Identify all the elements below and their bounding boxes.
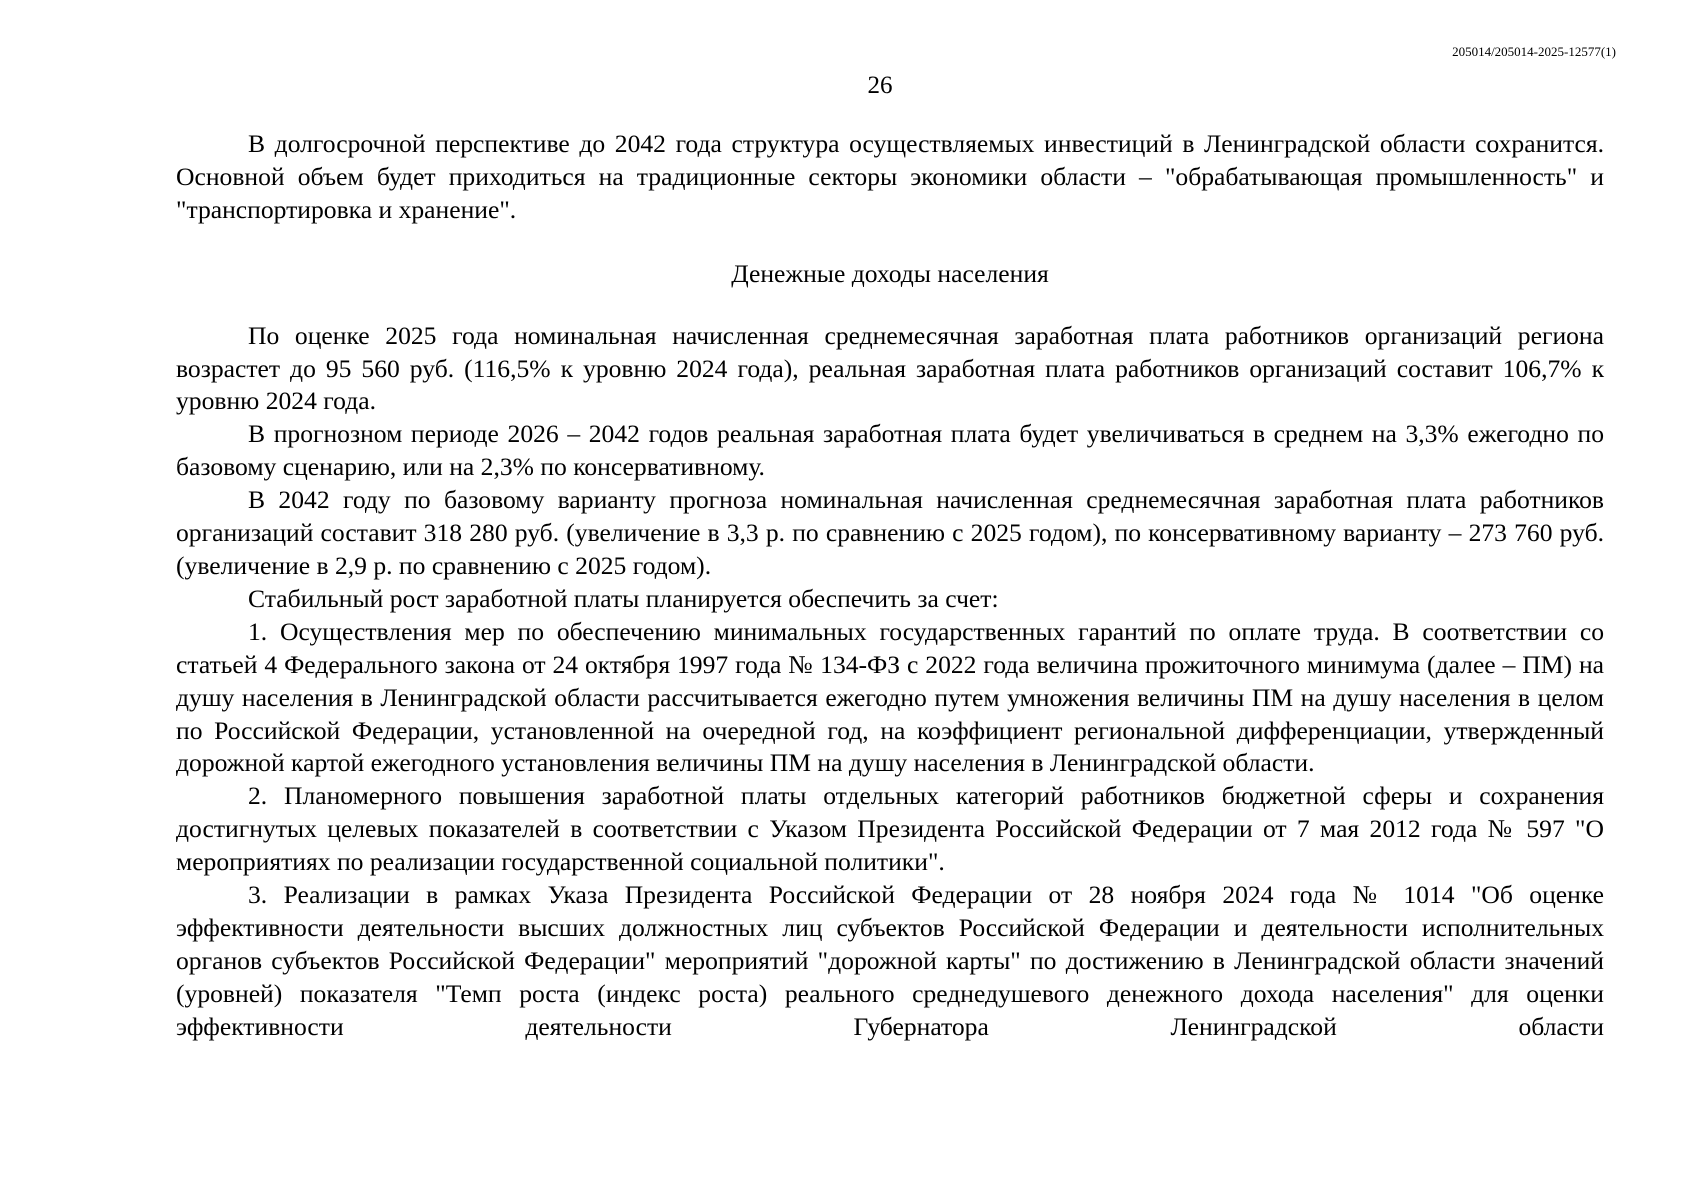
list-item-1-minimum-guarantees: 1. Осуществления мер по обеспечению минимальных государственных гарантий по оплате труда. В соответствии со статьей 4 Федерального закона от 24 октября 1997 года № 134-ФЗ с 2022 года величина прожиточного минимума (далее – ПМ) на душу населения в Ленинградской области рассчитывается ежегодно путем умножения величины ПМ на душу населения в целом по Российской Федерации, установленной на очередной год, на коэффициент региональной дифференциации, утвержденный дорожной картой ежегодного установления величины ПМ на душу населения в Ленинградской области. xyxy=(176,616,1604,778)
intro-paragraph: В долгосрочной перспективе до 2042 года структура осуществляемых инвестиций в Ленинградской области сохранится. Основной объем будет приходиться на традиционные секторы экономики области – "обрабатывающая промышленность" и "транспортировка и хранение". xyxy=(176,129,1604,224)
paragraph-wage-estimate-2025: По оценке 2025 года номинальная начисленная среднемесячная заработная плата работников организаций региона возрастет до 95 560 руб. (116,5% к уровню 2024 года), реальная заработная плата работников организаций составит 106,7% к уровню 2024 года. xyxy=(176,320,1604,416)
paragraph-wage-growth-intro: Стабильный рост заработной платы планируется обеспечить за счет: xyxy=(248,583,999,613)
list-item-3-decree-1014: 3. Реализации в рамках Указа Президента Российской Федерации от 28 ноября 2024 года № 1014 "Об оценке эффективности деятельности высших должностных лиц субъектов Российской Федерации и деятельности исполнительных органов субъектов Российской Федерации" мероприятий "дорожной карты" по достижению в Ленинградской области значений (уровней) показателя "Темп роста (индекс роста) реального среднедушевого денежного дохода населения" для оценки эффективности деятельности Губернатора Ленинградской области xyxy=(176,880,1604,1041)
list-item-2-budget-sector-wages: 2. Планомерного повышения заработной платы отдельных категорий работников бюджетной сферы и сохранения достигнутых целевых показателей в соответствии с Указом Президента Российской Федерации от 7 мая 2012 года № 597 "О мероприятиях по реализации государственной социальной политики". xyxy=(176,781,1604,877)
page-number: 26 xyxy=(867,72,893,99)
document-body xyxy=(176,128,1604,1044)
section-heading: Денежные доходы населения xyxy=(731,258,1049,288)
paragraph-wage-2042: В 2042 году по базовому варианту прогноза номинальная начисленная среднемесячная заработная плата работников организаций составит 318 280 руб. (увеличение в 3,3 р. по сравнению с 2025 годом), по консервативному варианту – 273 760 руб. (увеличение в 2,9 р. по сравнению с 2025 годом). xyxy=(176,485,1604,580)
paragraph-forecast-period: В прогнозном периоде 2026 – 2042 годов реальная заработная плата будет увеличиваться в среднем на 3,3% ежегодно по базовому сценарию, или на 2,3% по консервативному. xyxy=(176,419,1604,482)
document-id: 205014/205014-2025-12577(1) xyxy=(1452,44,1616,59)
